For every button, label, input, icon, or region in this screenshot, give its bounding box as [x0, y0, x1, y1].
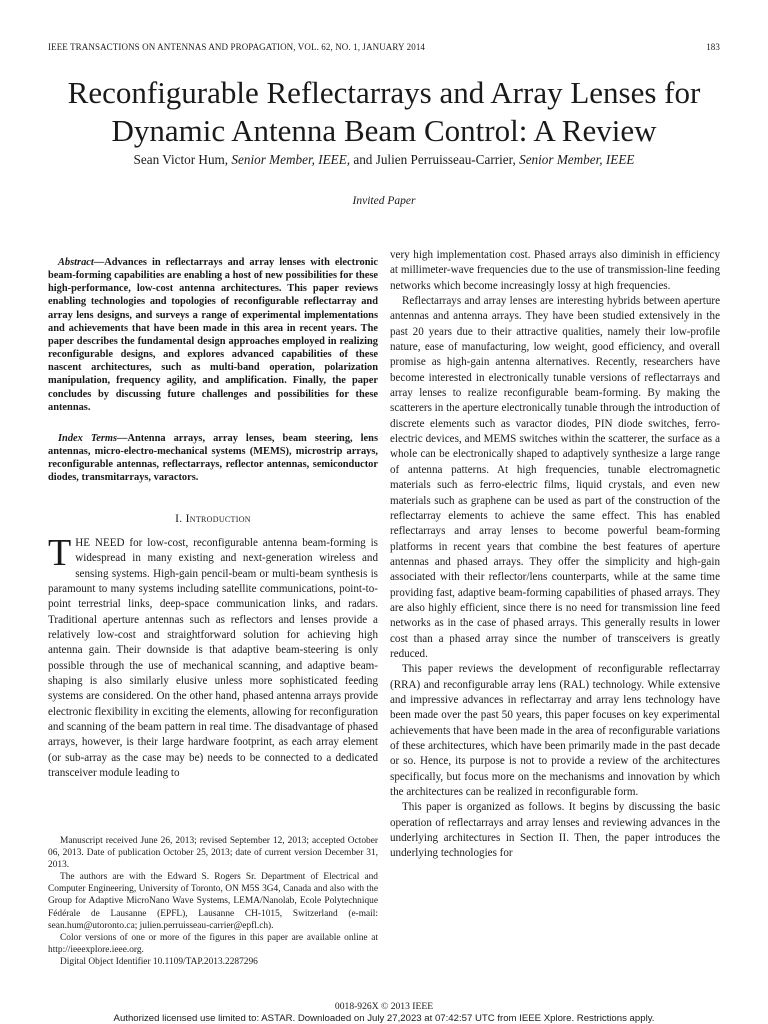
right-column: [390, 248, 720, 862]
right-paragraph-2: Reflectarrays and array lenses are interesting hybrids between aperture antennas and antenna arrays. They have been studied extensively in the past 20 years due to their attractive qualities, namely their low-profile nature, ease of manufacturing, low weight, good efficiency, and overall promise as high-gain antenna alternatives. Recently, researchers have become interested in electronically tunable versions of reflectarrays and array lenses to realize reconfigurable beam-forming. By making the scatterers in the aperture electronically tunable through the introduction of discrete elements such as varactor diodes, PIN diode switches, ferro-electric devices, and MEMS switches within the scatterer, the surface as a whole can be electronically shaped to adaptively synthesize a large range of antenna patterns. At high frequencies, tunable electromagnetic materials such as ferro-electric films, liquid crystals, and even new materials such as graphene can be used as part of the construction of the reflectarray elements to achieve the same effect. This has enabled reflectarrays and array lenses to become powerful beam-forming platforms in recent years that combine the best features of aperture antennas and phased arrays. They offer the simplicity and high-gain associated with their reflector/lens counterparts, while at the same time providing fast, adaptive beam-forming capabilities of phased arrays. They are also highly efficient, since there is no need for transmission line feed networks as in the case of phased arrays. This generally results in lower cost than a phased array since the number of transceivers is greatly reduced.: [390, 295, 720, 660]
intro-paragraph-text: HE NEED for low-cost, reconfigurable antenna beam-forming is widespread in many existing and next-generation wireless and sensing systems. High-gain pencil-beam or multi-beam synthesis is paramount to many systems including satellite communications, point-to-point terrestrial links, deep-space communication links, and radars. Traditional aperture antennas such as reflectors and lenses provide a relatively low-cost and straightforward solution for achieving high antenna gain. Their downside is that adaptive beam-steering is only possible through the use of mechanical scanning, and adaptive beam-shaping is also similarly elusive unless more sophisticated feeding systems are considered. On the other hand, phased antenna arrays provide electronic flexibility in exciting the elements, allowing for reconfiguration and scanning of the beam pattern in real time. The disadvantage of phased arrays, however, is their large hardware footprint, as each array element (or sub-array as the case may be) needs to be connected to a dedicated transceiver module leading to: [48, 537, 378, 780]
footnote-color: Color versions of one or more of the figures in this paper are available online at http://ieeexplore.ieee.org.: [48, 932, 378, 955]
right-paragraph-3: This paper reviews the development of reconfigurable reflectarray (RRA) and reconfigurable array lens (RAL) technology. While extensive and impressive advances in reflectarray and array lens technology have been made over the past 50 years, this paper focuses on key experimental achievements that have been made in the area of reconfigurable variations of these architectures, which have been primarily made in the past decade or so. Hence, its purpose is not to provide a review of the architectures specifically, but focus more on the mechanisms and innovation by which the architectures can be realized in reconfigurable form.: [390, 663, 720, 799]
title-line-1: Reconfigurable Reflectarrays and Array Lenses for: [67, 75, 701, 110]
title-line-2: Dynamic Antenna Beam Control: A Review: [111, 113, 657, 148]
right-paragraph-4: This paper is organized as follows. It begins by discussing the basic operation of reflectarrays and array lenses and reviewing advances in the underlying architectures in Section II. Then, the paper introduces the underlying technologies for: [390, 801, 720, 860]
intro-paragraph: [48, 532, 378, 782]
copyright-line: 0018-926X © 2013 IEEE: [334, 1001, 434, 1012]
author-line: [40, 152, 728, 168]
footnote-doi: Digital Object Identifier 10.1109/TAP.2013.2287296: [60, 956, 258, 967]
right-paragraph-1: very high implementation cost. Phased arrays also diminish in efficiency at millimeter-wave frequencies due to the use of transmission-line feeding networks which become increasingly lossy at high frequencies.: [390, 249, 720, 292]
author-2-role: Senior Member, IEEE: [519, 152, 635, 167]
footnotes: [48, 835, 378, 968]
authorized-use-notice: Authorized licensed use limited to: ASTAR. Downloaded on July 27,2023 at 07:42:57 UTC from IEEE Xplore. Restrictions apply.: [113, 1013, 655, 1024]
author-1-role: Senior Member, IEEE,: [231, 152, 351, 167]
abstract-lead: Abstract: [58, 257, 94, 268]
author-1-name: Sean Victor Hum,: [133, 152, 229, 167]
footnote-manuscript: Manuscript received June 26, 2013; revised September 12, 2013; accepted October 06, 2013. Date of publication October 25, 2013; date of current version December 31, 2013.: [48, 836, 378, 871]
page-number: 183: [706, 42, 720, 52]
index-terms-text: —Antenna arrays, array lenses, beam steering, lens antennas, micro-electro-mechanical systems (MEMS), microstrip arrays, reconfigurable antennas, reflectarrays, reflector antennas, semiconductor diodes, transmitarrays, varactors.: [48, 433, 378, 484]
journal-name: IEEE TRANSACTIONS ON ANTENNAS AND PROPAGATION, VOL. 62, NO. 1, JANUARY 2014: [48, 42, 426, 52]
footnote-affiliation: The authors are with the Edward S. Rogers Sr. Department of Electrical and Computer Engineering, University of Toronto, ON M5S 3G4, Canada and also with the Group for Adaptive MicroNano Wave Systems, LEMA/Nanolab, Ecole Polytechnique Fédérale de Lausanne (EPFL), Lausanne CH-1015, Switzerland (e-mail: sean.hum@utoronto.ca; julien.perruisseau-carrier@epfl.ch).: [48, 872, 378, 931]
abstract: [48, 256, 378, 414]
intro-column: [48, 532, 378, 782]
paper-title: [40, 74, 728, 150]
section-heading: [48, 513, 378, 525]
author-2-name: Julien Perruisseau-Carrier,: [375, 152, 516, 167]
index-terms: [48, 432, 378, 485]
section-number: I.: [175, 513, 183, 525]
section-title: Introduction: [185, 513, 251, 525]
abstract-text: —Advances in reflectarrays and array lenses with electronic beam-forming capabilities are enabling a host of new possibilities for these high-performance, low-cost antenna architectures. This paper reviews enabling technologies and topologies of reconfigurable reflectarray and array lens designs, and surveys a range of experimental implementations and achievements that have been made in this area in recent years. The paper describes the fundamental design approaches employed in realizing reconfigurable designs, and explores advanced capabilities of these nascent architectures, such as multi-band operation, polarization manipulation, frequency agility, and amplification. Finally, the paper concludes by discussing future challenges and possibilities for these antennas.: [48, 257, 378, 413]
running-header: [48, 42, 720, 52]
index-terms-lead: Index Terms: [58, 433, 118, 444]
drop-cap: T: [48, 532, 72, 574]
invited-paper-label: Invited Paper: [352, 195, 416, 207]
author-conjunction: and: [353, 152, 373, 167]
